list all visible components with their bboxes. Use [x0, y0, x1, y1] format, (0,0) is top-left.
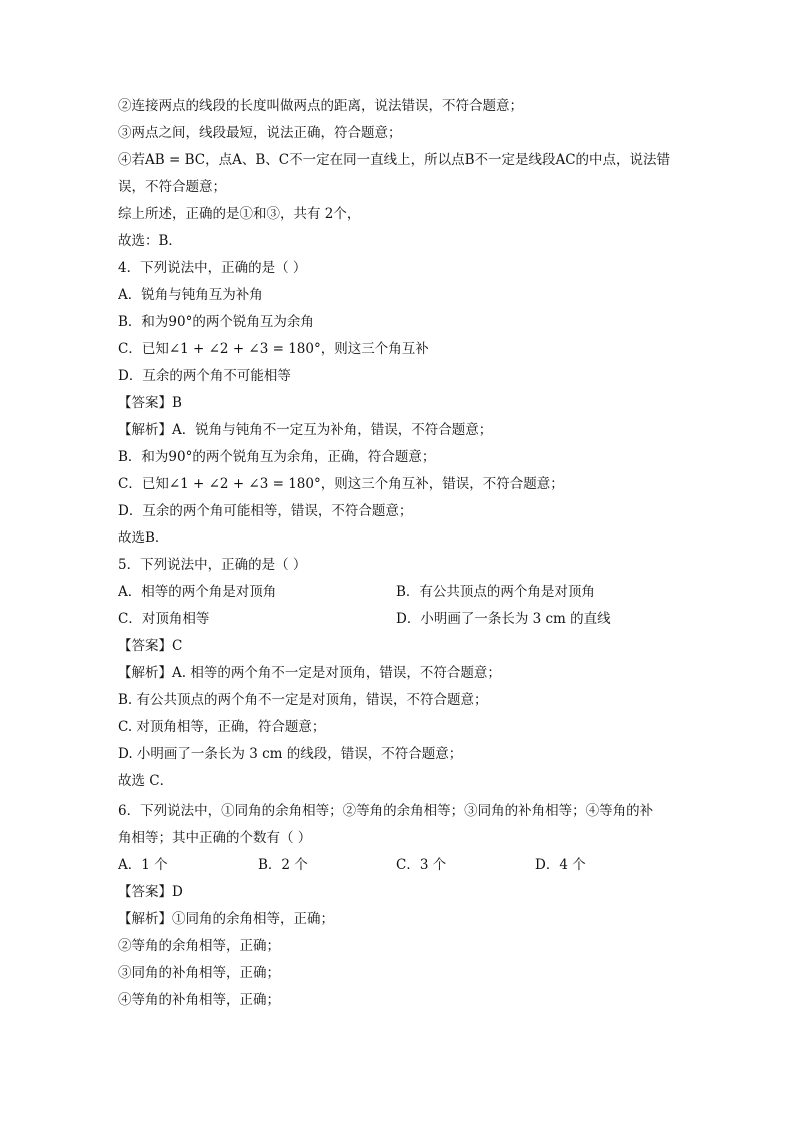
text-line: ④若AB = BC，点A、B、C不一定在同一直线上，所以点B不一定是线段AC的中点，说法错: [118, 152, 671, 168]
question-4-stem: 4．下列说法中，正确的是（ ）: [118, 260, 307, 276]
question-5-option-b: B．有公共顶点的两个角是对顶角: [396, 584, 595, 600]
text-line: ③同角的补角相等，正确；: [118, 965, 280, 981]
text-line: ③两点之间，线段最短，说法正确，符合题意；: [118, 125, 402, 141]
text-line: 误，不符合题意；: [118, 179, 226, 195]
text-line: ④等角的补角相等，正确；: [118, 992, 280, 1008]
text-line: C．已知∠1 + ∠2 + ∠3 = 180°，则这三个角互补，错误，不符合题意；: [118, 476, 564, 492]
question-5-options-row-1: [118, 583, 684, 601]
question-6-options-row: [118, 856, 684, 874]
text-line: ②连接两点的线段的长度叫做两点的距离，说法错误，不符合题意；: [118, 98, 523, 114]
question-5-stem: 5．下列说法中，正确的是（ ）: [118, 557, 307, 573]
question-6-option-d: D．4 个: [535, 857, 586, 873]
text-line: 故选：B．: [118, 233, 182, 249]
question-6-option-b: B．2 个: [258, 857, 308, 873]
text-line: 故选B．: [118, 530, 169, 546]
question-6-stem: 6．下列说法中，①同角的余角相等；②等角的余角相等；③同角的补角相等；④等角的补: [118, 803, 654, 819]
question-5-option-d: D．小明画了一条长为 3 cm 的直线: [396, 611, 611, 627]
question-5-option-a: A．相等的两个角是对顶角: [118, 584, 277, 600]
text-line: B. 有公共顶点的两个角不一定是对顶角，错误，不符合题意；: [118, 692, 488, 708]
question-4-option-b: B．和为90°的两个锐角互为余角: [118, 314, 314, 330]
question-5-options-row-2: [118, 610, 684, 628]
question-6-stem-cont: 角相等；其中正确的个数有（ ）: [118, 830, 312, 846]
question-4-analysis: 【解析】A．锐角与钝角不一定互为补角，错误，不符合题意；: [118, 422, 493, 438]
text-line: B．和为90°的两个锐角互为余角，正确，符合题意；: [118, 449, 436, 465]
question-4-option-a: A．锐角与钝角互为补角: [118, 287, 263, 303]
question-6-answer: 【答案】D: [118, 884, 183, 900]
question-4-answer: 【答案】B: [118, 395, 182, 411]
text-line: 综上所述，正确的是①和③，共有 2个，: [118, 206, 361, 222]
text-line: D．互余的两个角可能相等，错误，不符合题意；: [118, 503, 413, 519]
question-6-option-c: C．3 个: [396, 857, 447, 873]
text-line: D. 小明画了一条长为 3 cm 的线段，错误，不符合题意；: [118, 746, 463, 762]
question-6-analysis: 【解析】①同角的余角相等，正确；: [118, 911, 334, 927]
question-5-analysis: 【解析】A. 相等的两个角不一定是对顶角，错误，不符合题意；: [118, 665, 501, 681]
question-4-option-d: D．互余的两个角不可能相等: [118, 368, 291, 384]
question-5-option-c: C．对顶角相等: [118, 611, 210, 627]
text-line: C. 对顶角相等，正确，符合题意；: [118, 719, 326, 735]
question-5-answer: 【答案】C: [118, 638, 183, 654]
text-line: ②等角的余角相等，正确；: [118, 938, 280, 954]
text-line: 故选 C．: [118, 773, 174, 789]
question-6-option-a: A．1 个: [118, 857, 168, 873]
question-4-option-c: C．已知∠1 + ∠2 + ∠3 = 180°，则这三个角互补: [118, 341, 429, 357]
